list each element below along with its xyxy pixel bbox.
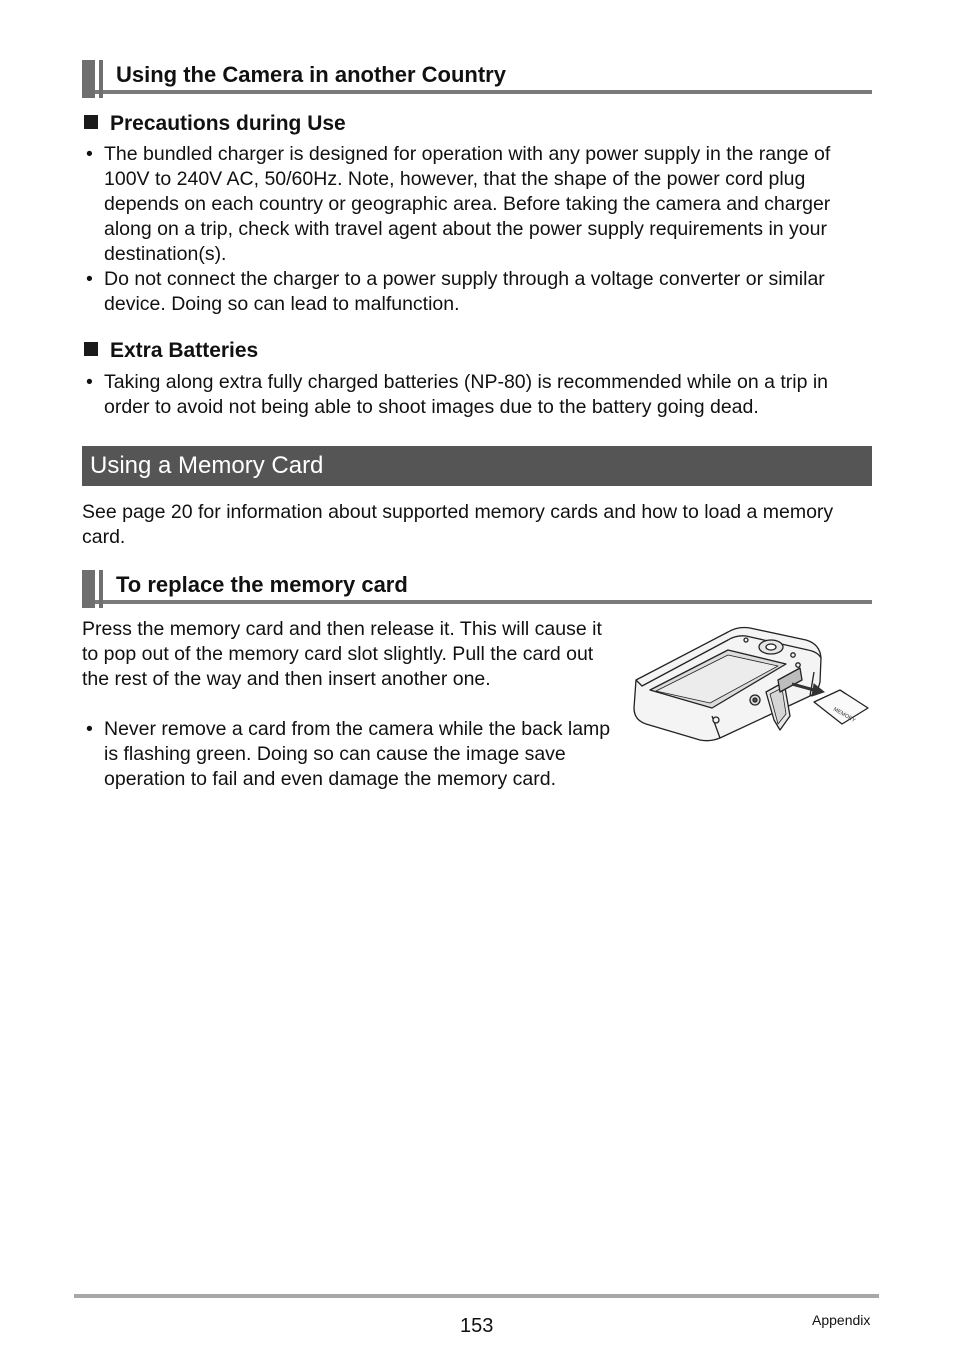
list-item: • The bundled charger is designed for operation with any power supply in the range of 100V to 240V AC, 50/60Hz. Note, however, that the shape of the power cord plug depends on each country or geographic area. Before taking the camera and charger along on a trip, check with travel agent about the power supply requirements in your destination(s). (86, 143, 831, 265)
section-heading-replace-card (82, 570, 872, 604)
footer-rule (74, 1294, 879, 1298)
replace-card-list (82, 717, 612, 792)
list-item-text: Taking along extra fully charged batteries (NP-80) is recommended while on a trip in order to avoid not being able to shoot images due to the battery going dead. (104, 371, 829, 418)
replace-card-body: Press the memory card and then release it. This will cause it to pop out of the memory card slot slightly. Pull the card out the rest of the way and then insert another one. (82, 618, 602, 690)
square-bullet-icon (84, 342, 98, 356)
page-number: 153 (460, 1315, 494, 1337)
camera-memory-card-illustration (628, 620, 874, 745)
precautions-list (82, 142, 872, 317)
heading-bar-thin (99, 570, 103, 608)
footer-section-label: Appendix (812, 1312, 871, 1328)
section-heading-memory-card (82, 446, 872, 486)
memory-card-intro: See page 20 for information about supported memory cards and how to load a memory card. (82, 501, 834, 548)
list-item: • Taking along extra fully charged batteries (NP-80) is recommended while on a trip in order to avoid not being able to shoot images due to the battery going dead. (86, 371, 829, 418)
subheading-precautions (84, 111, 346, 137)
heading-bar-thick (82, 60, 95, 98)
list-item: • Do not connect the charger to a power supply through a voltage converter or similar device. Doing so can lead to malfunction. (86, 268, 825, 315)
heading-text: Using a Memory Card (90, 452, 324, 479)
heading-text: Using the Camera in another Country (116, 62, 506, 87)
list-item-text: Do not connect the charger to a power supply through a voltage converter or similar device. Doing so can lead to malfunction. (104, 268, 825, 315)
list-item-text: Never remove a card from the camera while the back lamp is flashing green. Doing so can cause the image save operation to fail and even damage the memory card. (104, 718, 611, 790)
extra-batteries-list (82, 370, 872, 420)
section-heading-camera-abroad (82, 60, 872, 94)
subheading-text: Extra Batteries (110, 339, 259, 362)
subheading-extra-batteries (84, 338, 258, 364)
card-label: MEMORY (832, 706, 857, 725)
square-bullet-icon (84, 115, 98, 129)
heading-bar-thick (82, 570, 95, 608)
heading-text: To replace the memory card (116, 572, 408, 597)
heading-bar-thin (99, 60, 103, 98)
subheading-text: Precautions during Use (110, 112, 346, 135)
list-item: • Never remove a card from the camera while the back lamp is flashing green. Doing so can cause the image save operation to fail and even damage the memory card. (86, 718, 611, 790)
list-item-text: The bundled charger is designed for operation with any power supply in the range of 100V to 240V AC, 50/60Hz. Note, however, that the shape of the power cord plug depends on each country or geographic area. Before taking the camera and charger along on a trip, check with travel agent about the power supply requirements in your destination(s). (104, 143, 831, 265)
